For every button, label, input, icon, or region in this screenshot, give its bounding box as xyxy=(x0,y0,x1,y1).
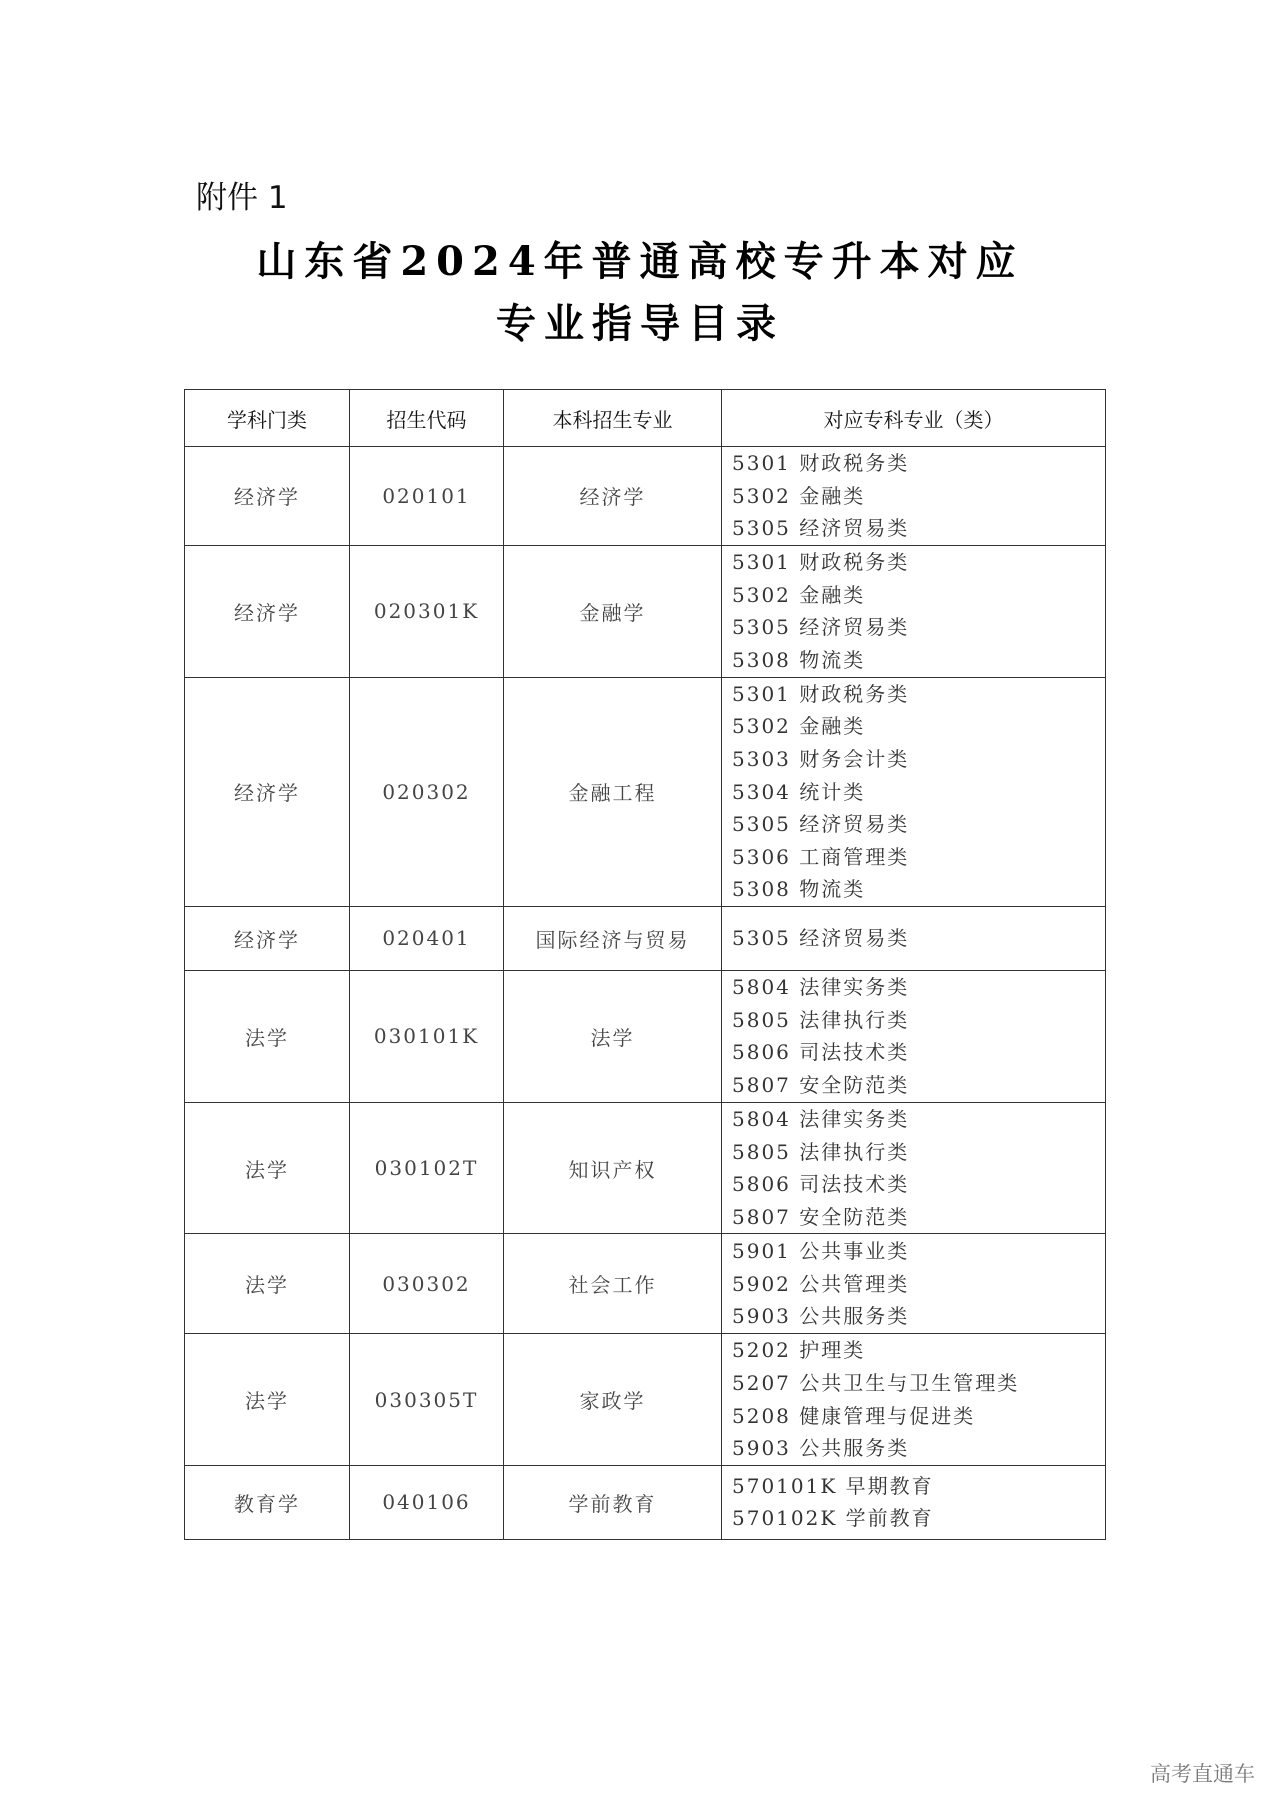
specialty-item: 5903 公共服务类 xyxy=(732,1436,910,1461)
specialty-item: 5305 经济贸易类 xyxy=(732,516,910,541)
specialties-cell xyxy=(722,970,1106,1102)
specialty-item: 5308 物流类 xyxy=(732,877,866,902)
specialties-cell xyxy=(722,545,1106,677)
document-title-line1: 山东省2024年普通高校专升本对应 xyxy=(256,238,1024,285)
header-specialties: 对应专科专业（类） xyxy=(722,390,1106,447)
table-header-row xyxy=(185,390,1106,447)
specialties-cell xyxy=(722,906,1106,970)
specialty-item: 5308 物流类 xyxy=(732,647,866,672)
specialty-item: 5902 公共管理类 xyxy=(732,1271,910,1296)
code-cell: 020301K xyxy=(350,545,504,677)
code-cell: 020101 xyxy=(350,447,504,546)
category-cell: 经济学 xyxy=(185,447,350,546)
specialty-item: 5303 财务会计类 xyxy=(732,746,910,771)
specialty-item: 5302 金融类 xyxy=(732,714,866,739)
table-row xyxy=(185,906,1106,970)
category-cell: 法学 xyxy=(185,1234,350,1334)
code-cell: 030302 xyxy=(350,1234,504,1334)
specialty-item: 5806 司法技术类 xyxy=(732,1040,910,1065)
specialties-cell xyxy=(722,1465,1106,1539)
table-row xyxy=(185,677,1106,906)
header-category: 学科门类 xyxy=(185,390,350,447)
major-cell: 知识产权 xyxy=(504,1102,722,1233)
table-row xyxy=(185,970,1106,1102)
table-row xyxy=(185,1334,1106,1465)
specialties-cell xyxy=(722,447,1106,546)
code-cell: 020401 xyxy=(350,906,504,970)
category-cell: 法学 xyxy=(185,1334,350,1465)
specialties-cell xyxy=(722,677,1106,906)
category-cell: 教育学 xyxy=(185,1465,350,1539)
category-cell: 法学 xyxy=(185,1102,350,1233)
specialty-item: 5302 金融类 xyxy=(732,483,866,508)
code-cell: 030102T xyxy=(350,1102,504,1233)
specialty-item: 5804 法律实务类 xyxy=(732,1106,910,1131)
major-cell: 经济学 xyxy=(504,447,722,546)
category-cell: 法学 xyxy=(185,970,350,1102)
major-cell: 学前教育 xyxy=(504,1465,722,1539)
table-row xyxy=(185,1234,1106,1334)
major-cell: 法学 xyxy=(504,970,722,1102)
table-row xyxy=(185,1102,1106,1233)
specialty-item: 570102K 学前教育 xyxy=(732,1506,934,1531)
specialty-item: 5804 法律实务类 xyxy=(732,975,910,1000)
category-cell: 经济学 xyxy=(185,545,350,677)
major-cell: 国际经济与贸易 xyxy=(504,906,722,970)
major-catalog-table xyxy=(184,389,1106,1540)
code-cell: 030101K xyxy=(350,970,504,1102)
specialty-item: 5805 法律执行类 xyxy=(732,1139,910,1164)
table-row xyxy=(185,1465,1106,1539)
category-cell: 经济学 xyxy=(185,906,350,970)
specialty-item: 570101K 早期教育 xyxy=(732,1473,934,1498)
code-cell: 040106 xyxy=(350,1465,504,1539)
specialty-item: 5302 金融类 xyxy=(732,582,866,607)
watermark: 高考直通车 xyxy=(1150,1762,1255,1786)
specialty-item: 5304 统计类 xyxy=(732,779,866,804)
specialty-item: 5301 财政税务类 xyxy=(732,550,910,575)
specialties-cell xyxy=(722,1234,1106,1334)
specialty-item: 5301 财政税务类 xyxy=(732,451,910,475)
specialty-item: 5202 护理类 xyxy=(732,1338,866,1363)
category-cell: 经济学 xyxy=(185,677,350,906)
major-cell: 社会工作 xyxy=(504,1234,722,1334)
specialties-cell xyxy=(722,1334,1106,1465)
specialty-item: 5208 健康管理与促进类 xyxy=(732,1403,976,1428)
specialty-item: 5306 工商管理类 xyxy=(732,844,910,869)
specialty-item: 5207 公共卫生与卫生管理类 xyxy=(732,1370,1020,1395)
major-cell: 金融工程 xyxy=(504,677,722,906)
code-cell: 020302 xyxy=(350,677,504,906)
major-cell: 家政学 xyxy=(504,1334,722,1465)
specialty-item: 5301 财政税务类 xyxy=(732,681,910,706)
specialty-item: 5901 公共事业类 xyxy=(732,1238,910,1263)
major-cell: 金融学 xyxy=(504,545,722,677)
document-title-line2: 专业指导目录 xyxy=(496,300,784,347)
table-row xyxy=(185,545,1106,677)
specialty-item: 5903 公共服务类 xyxy=(732,1304,910,1329)
specialty-item: 5807 安全防范类 xyxy=(732,1073,910,1098)
table-row xyxy=(185,447,1106,546)
annex-label: 附件 1 xyxy=(196,180,288,216)
specialties-cell xyxy=(722,1102,1106,1233)
header-code: 招生代码 xyxy=(350,390,504,447)
specialty-item: 5305 经济贸易类 xyxy=(732,926,910,951)
specialty-item: 5806 司法技术类 xyxy=(732,1172,910,1197)
specialty-item: 5807 安全防范类 xyxy=(732,1204,910,1229)
specialty-item: 5305 经济贸易类 xyxy=(732,812,910,837)
header-major: 本科招生专业 xyxy=(504,390,722,447)
specialty-item: 5805 法律执行类 xyxy=(732,1007,910,1032)
code-cell: 030305T xyxy=(350,1334,504,1465)
specialty-item: 5305 经济贸易类 xyxy=(732,615,910,640)
